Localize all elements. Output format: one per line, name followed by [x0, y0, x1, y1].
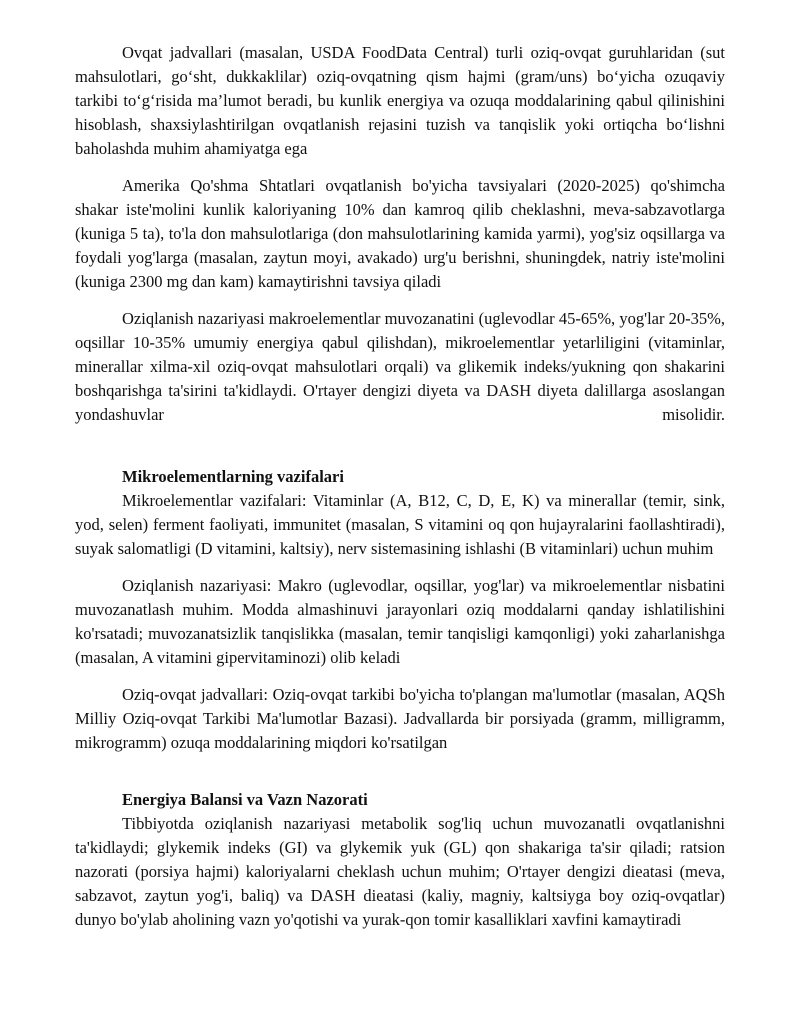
paragraph-nutrition-theory-balance: Oziqlanish nazariyasi: Makro (uglevodlar, oqsillar, yog'lar) va mikroelementlar nisbatini muvozanatlash muhim. Modda almashinuvi jarayonlari oziq moddalarni qanday ishlatilishini ko'rsatadi; muvozanatsizlik tanqislikka (masalan, temir tanqisligi kamqonligi) yoki zaharlanishga (masalan, A vitamini gipervitaminozi) olib keladi [75, 576, 725, 667]
section-heading-micronutrients: Mikroelementlarning vazifalari [122, 467, 344, 486]
section-heading-energy-balance: Energiya Balansi va Vazn Nazorati [122, 790, 368, 809]
paragraph-micronutrient-functions: Mikroelementlar vazifalari: Vitaminlar (A, B12, C, D, E, K) va minerallar (temir, sink, yod, selen) ferment faoliyati, immunitet (masalan, S vitamini oq qon hujayralarini faollashtiradi), suyak salomatligi (D vitamini, kaltsiy), nerv sistemasining ishlashi (B vitaminlari) uchun muhim [75, 491, 725, 558]
paragraph-nutrition-theory: Oziqlanish nazariyasi makroelementlar muvozanatini (uglevodlar 45-65%, yog'lar 20-35%, oqsillar 10-35% umumiy energiya qabul qilishdan), mikroelementlar yetarliligini (vitaminlar, minerallar xilma-xil oziq-ovqat mahsulotlari orqali) va glikemik indeks/yukning qon shakarini boshqarishga ta'sirini ta'kidlaydi. O'rtayer dengizi diyeta va DASH diyeta dalillarga asoslangan yondashuvlar misolidir. [75, 309, 725, 424]
paragraph-medical-nutrition: Tibbiyotda oziqlanish nazariyasi metabolik sog'liq uchun muvozanatli ovqatlanishni ta'kidlaydi; glykemik indeks (GI) va glykemik yuk (GL) qon shakariga ta'sir qiladi; ratsion nazorati (porsiya hajmi) kaloriyalarni cheklash uchun muhim; O'rtayer dengizi dieatasi (meva, sabzavot, zaytun yog'i, baliq) va DASH dieatasi (kaliy, magniy, kaltsiyga boy oziq-ovqatlar) dunyo bo'ylab aholining vazn yo'qotishi va yurak-qon tomir kasalliklari xavfini kamaytiradi [75, 814, 725, 929]
document-page [75, 41, 725, 932]
paragraph-food-tables: Ovqat jadvallari (masalan, USDA FoodData Central) turli oziq-ovqat guruhlaridan (sut mahsulotlari, go‘sht, dukkaklilar) oziq-ovqatning qism hajmi (gram/uns) bo‘yicha ozuqaviy tarkibi to‘g‘risida ma’lumot beradi, bu kunlik energiya va ozuqa moddalarining qabul qilinishini hisoblash, shaxsiylashtirilgan ovqatlanish rejasini tuzish va tanqislik yoki ortiqcha bo‘lishni baholashda muhim ahamiyatga ega [75, 43, 725, 158]
paragraph-us-dietary-guidelines: Amerika Qo'shma Shtatlari ovqatlanish bo'yicha tavsiyalari (2020-2025) qo'shimcha shakar iste'molini kunlik kaloriyaning 10% dan kamroq qilib cheklashni, meva-sabzavotlarga (kuniga 5 ta), to'la don mahsulotlariga (don mahsulotlarining kamida yarmi), yog'siz oqsillarga va foydali yog'larga (masalan, zaytun moyi, avakado) urg'u berishni, shuningdek, natriy iste'molini (kuniga 2300 mg dan kam) kamaytirishni tavsiya qiladi [75, 176, 725, 291]
paragraph-food-composition-tables: Oziq-ovqat jadvallari: Oziq-ovqat tarkibi bo'yicha to'plangan ma'lumotlar (masalan, AQSh Milliy Oziq-ovqat Tarkibi Ma'lumotlar Bazasi). Jadvallarda bir porsiyada (gramm, milligramm, mikrogramm) ozuqa moddalarining miqdori ko'rsatilgan [75, 685, 725, 752]
